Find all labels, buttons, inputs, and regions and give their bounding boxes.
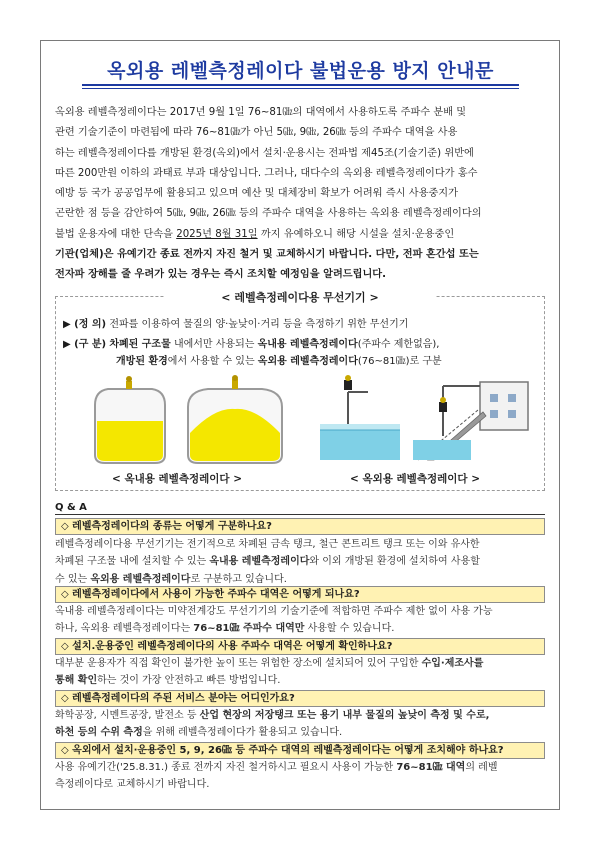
- question-2: ◇ 레벨측정레이다에서 사용이 가능한 주파수 대역은 어떻게 되나요?: [55, 586, 545, 603]
- indoor-caption: < 옥내용 레벨측정레이다 >: [112, 473, 242, 485]
- intro-line: 전자파 장해를 줄 우려가 있는 경우는 즉시 조치할 예정임을 알려드립니다.: [55, 269, 387, 281]
- title-underline-thin: [82, 88, 519, 89]
- intro-paragraph: [55, 103, 545, 286]
- qa-divider: [55, 514, 545, 515]
- outdoor-caption: < 옥외용 레벨측정레이다 >: [350, 473, 480, 485]
- answer-2: 옥내용 레벨측정레이다는 미약전계강도 무선기기의 기술기준에 적합하면 주파수 제한 없이 사용 가능 하나, 옥외용 레벨측정레이다는 76~81㎓ 주파수 대역만 사용할 수 있습니다.: [55, 606, 493, 635]
- intro-line: 따른 200만원 이하의 과태료 부과 대상입니다. 그러나, 대다수의 옥외용 레벨측정레이다가 홍수: [55, 167, 478, 179]
- indoor-radar-illustration: [90, 375, 290, 467]
- intro-line: 옥외용 레벨측정레이다는 2017년 9월 1일 76~81㎓의 대역에서 사용하도록 주파수 분배 및: [55, 107, 467, 118]
- question-4: ◇ 레벨측정레이다의 주된 서비스 분야는 어디인가요?: [55, 690, 545, 707]
- water-channel-icon: [320, 375, 400, 460]
- outdoor-radar-illustration: [318, 372, 533, 467]
- answer-3: 대부분 운용자가 직접 확인이 불가한 높이 또는 위험한 장소에 설치되어 있어 구입한 수입·제조사를 통해 확인하는 것이 가장 안전하고 빠른 방법입니다.: [55, 658, 484, 687]
- title-underline: [82, 84, 519, 86]
- intro-line: 불법 운용자에 대한 단속을 2025년 8월 31일 까지 유예하오니 해당 시설을 설치·운용중인: [55, 228, 455, 240]
- intro-line: 곤란한 점 등을 감안하여 5㎓, 9㎓, 26㎓ 등의 주파수 대역을 사용하는 옥외용 레벨측정레이다의: [55, 208, 482, 220]
- classification-row-2: 개방된 환경에서 사용할 수 있는 옥외용 레벨측정레이다(76~81㎓)로 구분: [116, 356, 442, 367]
- definition-row: ▶ (정 의) 전파를 이용하여 물질의 양·높낮이·거리 등을 측정하기 위한 무선기기: [63, 319, 409, 330]
- classification-row: ▶ (구 분) 차폐된 구조물 내에서만 사용되는 옥내용 레벨측정레이다(주파수 제한없음),: [63, 339, 440, 350]
- answer-4: 화학공장, 시멘트공장, 발전소 등 산업 현장의 저장탱크 또는 용기 내부 물질의 높낮이 측정 및 수로, 하천 등의 수위 측정을 위해 레벨측정레이다가 활용되고 있습니다.: [55, 710, 490, 739]
- question-1: ◇ 레벨측정레이다의 종류는 어떻게 구분하나요?: [55, 518, 545, 535]
- question-3: ◇ 설치.운용중인 레벨측정레이다의 사용 주파수 대역은 어떻게 확인하나요?: [55, 638, 545, 655]
- tank-icon: [188, 375, 282, 463]
- qa-label: Q & A: [55, 502, 87, 513]
- intro-line: 관련 기술기준이 마련됨에 따라 76~81㎓가 아닌 5㎓, 9㎓, 26㎓ 등의 주파수 대역을 사용: [55, 127, 458, 139]
- question-5: ◇ 옥외에서 설치·운용중인 5, 9, 26㎓ 등 주파수 대역의 레벨측정레이다는 어떻게 조치해야 하나요?: [55, 742, 545, 759]
- building-icon: [413, 382, 528, 460]
- page-title: 옥외용 레벨측정레이다 불법운용 방지 안내문: [107, 60, 494, 82]
- intro-line: 기관(업체)은 유예기간 종료 전까지 자진 철거 및 교체하시기 바랍니다. 다만, 전파 혼간섭 또는: [55, 249, 479, 261]
- answer-5: 사용 유예기간('25.8.31.) 종료 전까지 자진 철거하시고 필요시 사용이 가능한 76~81㎓ 대역의 레벨 측정레이다로 교체하시기 바랍니다.: [55, 762, 498, 791]
- intro-line: 예방 등 국가 공공업무에 활용되고 있으며 예산 및 대체장비 확보가 어려워 즉시 사용중지가: [55, 188, 458, 200]
- box-title: < 레벨측정레이다용 무선기기 >: [165, 289, 435, 305]
- deadline-date: 2025년 8월 31일: [176, 228, 258, 240]
- tank-icon: [95, 376, 165, 463]
- answer-1: 레벨측정레이다용 무선기기는 전기적으로 차폐된 금속 탱크, 철근 콘트리트 탱크 또는 이와 유사한 차폐된 구조물 내에 설치할 수 있는 옥내용 레벨측정레이다와 이외 개방된 환경에 설치하여 사용할 수 있는 옥외용 레벨측정레이다로 구분하고 있습니다.: [55, 539, 480, 585]
- intro-line: 하는 레벨측정레이다를 개방된 환경(옥외)에서 설치·운용시는 전파법 제45조(기술기준) 위반에: [55, 147, 474, 159]
